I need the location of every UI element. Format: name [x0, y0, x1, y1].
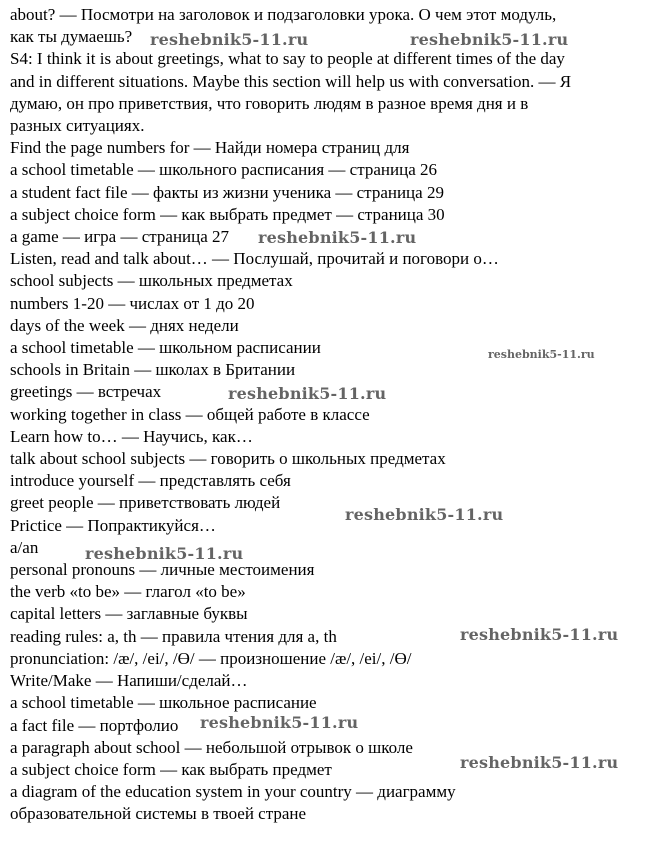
- text-line: a subject choice form — как выбрать предмет — страница 30: [10, 204, 445, 224]
- text-line: about? — Посмотри на заголовок и подзаголовки урока. О чем этот модуль,: [10, 5, 557, 24]
- text-line: Write/Make — Напиши/сделай…: [10, 671, 248, 691]
- text-line: greetings — встречах: [10, 382, 162, 402]
- watermark: reshebnik5-11.ru: [85, 544, 244, 563]
- text-line: a student fact file — факты из жизни ученика — страница 29: [10, 182, 444, 202]
- watermark: reshebnik5-11.ru: [460, 625, 619, 644]
- text-line: Prictice — Попрактикуйся…: [10, 515, 216, 535]
- text-line: pronunciation: /æ/, /ei/, /Ɵ/ — произношение /æ/, /ei/, /Ɵ/: [10, 648, 412, 668]
- text-line: numbers 1-20 — числах от 1 до 20: [10, 293, 255, 313]
- text-line: как ты думаешь?: [10, 27, 133, 47]
- text-line: a subject choice form — как выбрать предмет: [10, 759, 332, 779]
- text-line: the verb «to be» — глагол «to be»: [10, 582, 246, 602]
- watermark: reshebnik5-11.ru: [258, 228, 417, 247]
- text-line: a diagram of the education system in your country — диаграмму: [10, 782, 456, 802]
- text-line: a/an: [10, 537, 39, 557]
- text-line: Learn how to… — Научись, как…: [10, 426, 253, 446]
- text-line: and in different situations. Maybe this section will help us with conversation. — Я: [10, 71, 572, 91]
- text-line: Find the page numbers for — Найди номера страниц для: [10, 138, 410, 158]
- text-line: a school timetable — школьном расписании: [10, 338, 321, 358]
- text-line: talk about school subjects — говорить о школьных предметах: [10, 449, 446, 469]
- text-line: a paragraph about school — небольшой отрывок о школе: [10, 737, 413, 757]
- text-line: schools in Britain — школах в Британии: [10, 360, 296, 380]
- watermark: reshebnik5-11.ru: [460, 753, 619, 772]
- watermark: reshebnik5-11.ru: [150, 30, 309, 49]
- text-line: reading rules: a, th — правила чтения для a, th: [10, 626, 337, 646]
- text-line: working together in class — общей работе в классе: [10, 404, 370, 424]
- watermark: reshebnik5-11.ru: [345, 505, 504, 524]
- watermark: reshebnik5-11.ru: [488, 348, 595, 361]
- text-line: думаю, он про приветствия, что говорить людям в разное время дня и в: [10, 93, 529, 113]
- text-line: capital letters — заглавные буквы: [10, 604, 248, 624]
- watermark: reshebnik5-11.ru: [410, 30, 569, 49]
- text-line: introduce yourself — представлять себя: [10, 471, 291, 491]
- text-line: Listen, read and talk about… — Послушай, прочитай и поговори о…: [10, 249, 499, 269]
- text-line: personal pronouns — личные местоимения: [10, 560, 315, 580]
- text-line: a game — игра — страница 27: [10, 227, 230, 247]
- text-line: образовательной системы в твоей стране: [10, 804, 307, 824]
- text-line: days of the week — днях недели: [10, 315, 239, 335]
- text-line: a school timetable — школьного расписания — страница 26: [10, 160, 437, 180]
- text-line: school subjects — школьных предметах: [10, 271, 293, 291]
- text-line: greet people — приветствовать людей: [10, 493, 281, 513]
- text-line: a school timetable — школьное расписание: [10, 693, 317, 713]
- text-line: a fact file — портфолио: [10, 715, 179, 735]
- text-line: разных ситуациях.: [10, 116, 145, 136]
- document-text: [10, 4, 642, 826]
- watermark: reshebnik5-11.ru: [228, 384, 387, 403]
- watermark: reshebnik5-11.ru: [200, 713, 359, 732]
- text-line: S4: I think it is about greetings, what to say to people at different times of the day: [10, 49, 565, 69]
